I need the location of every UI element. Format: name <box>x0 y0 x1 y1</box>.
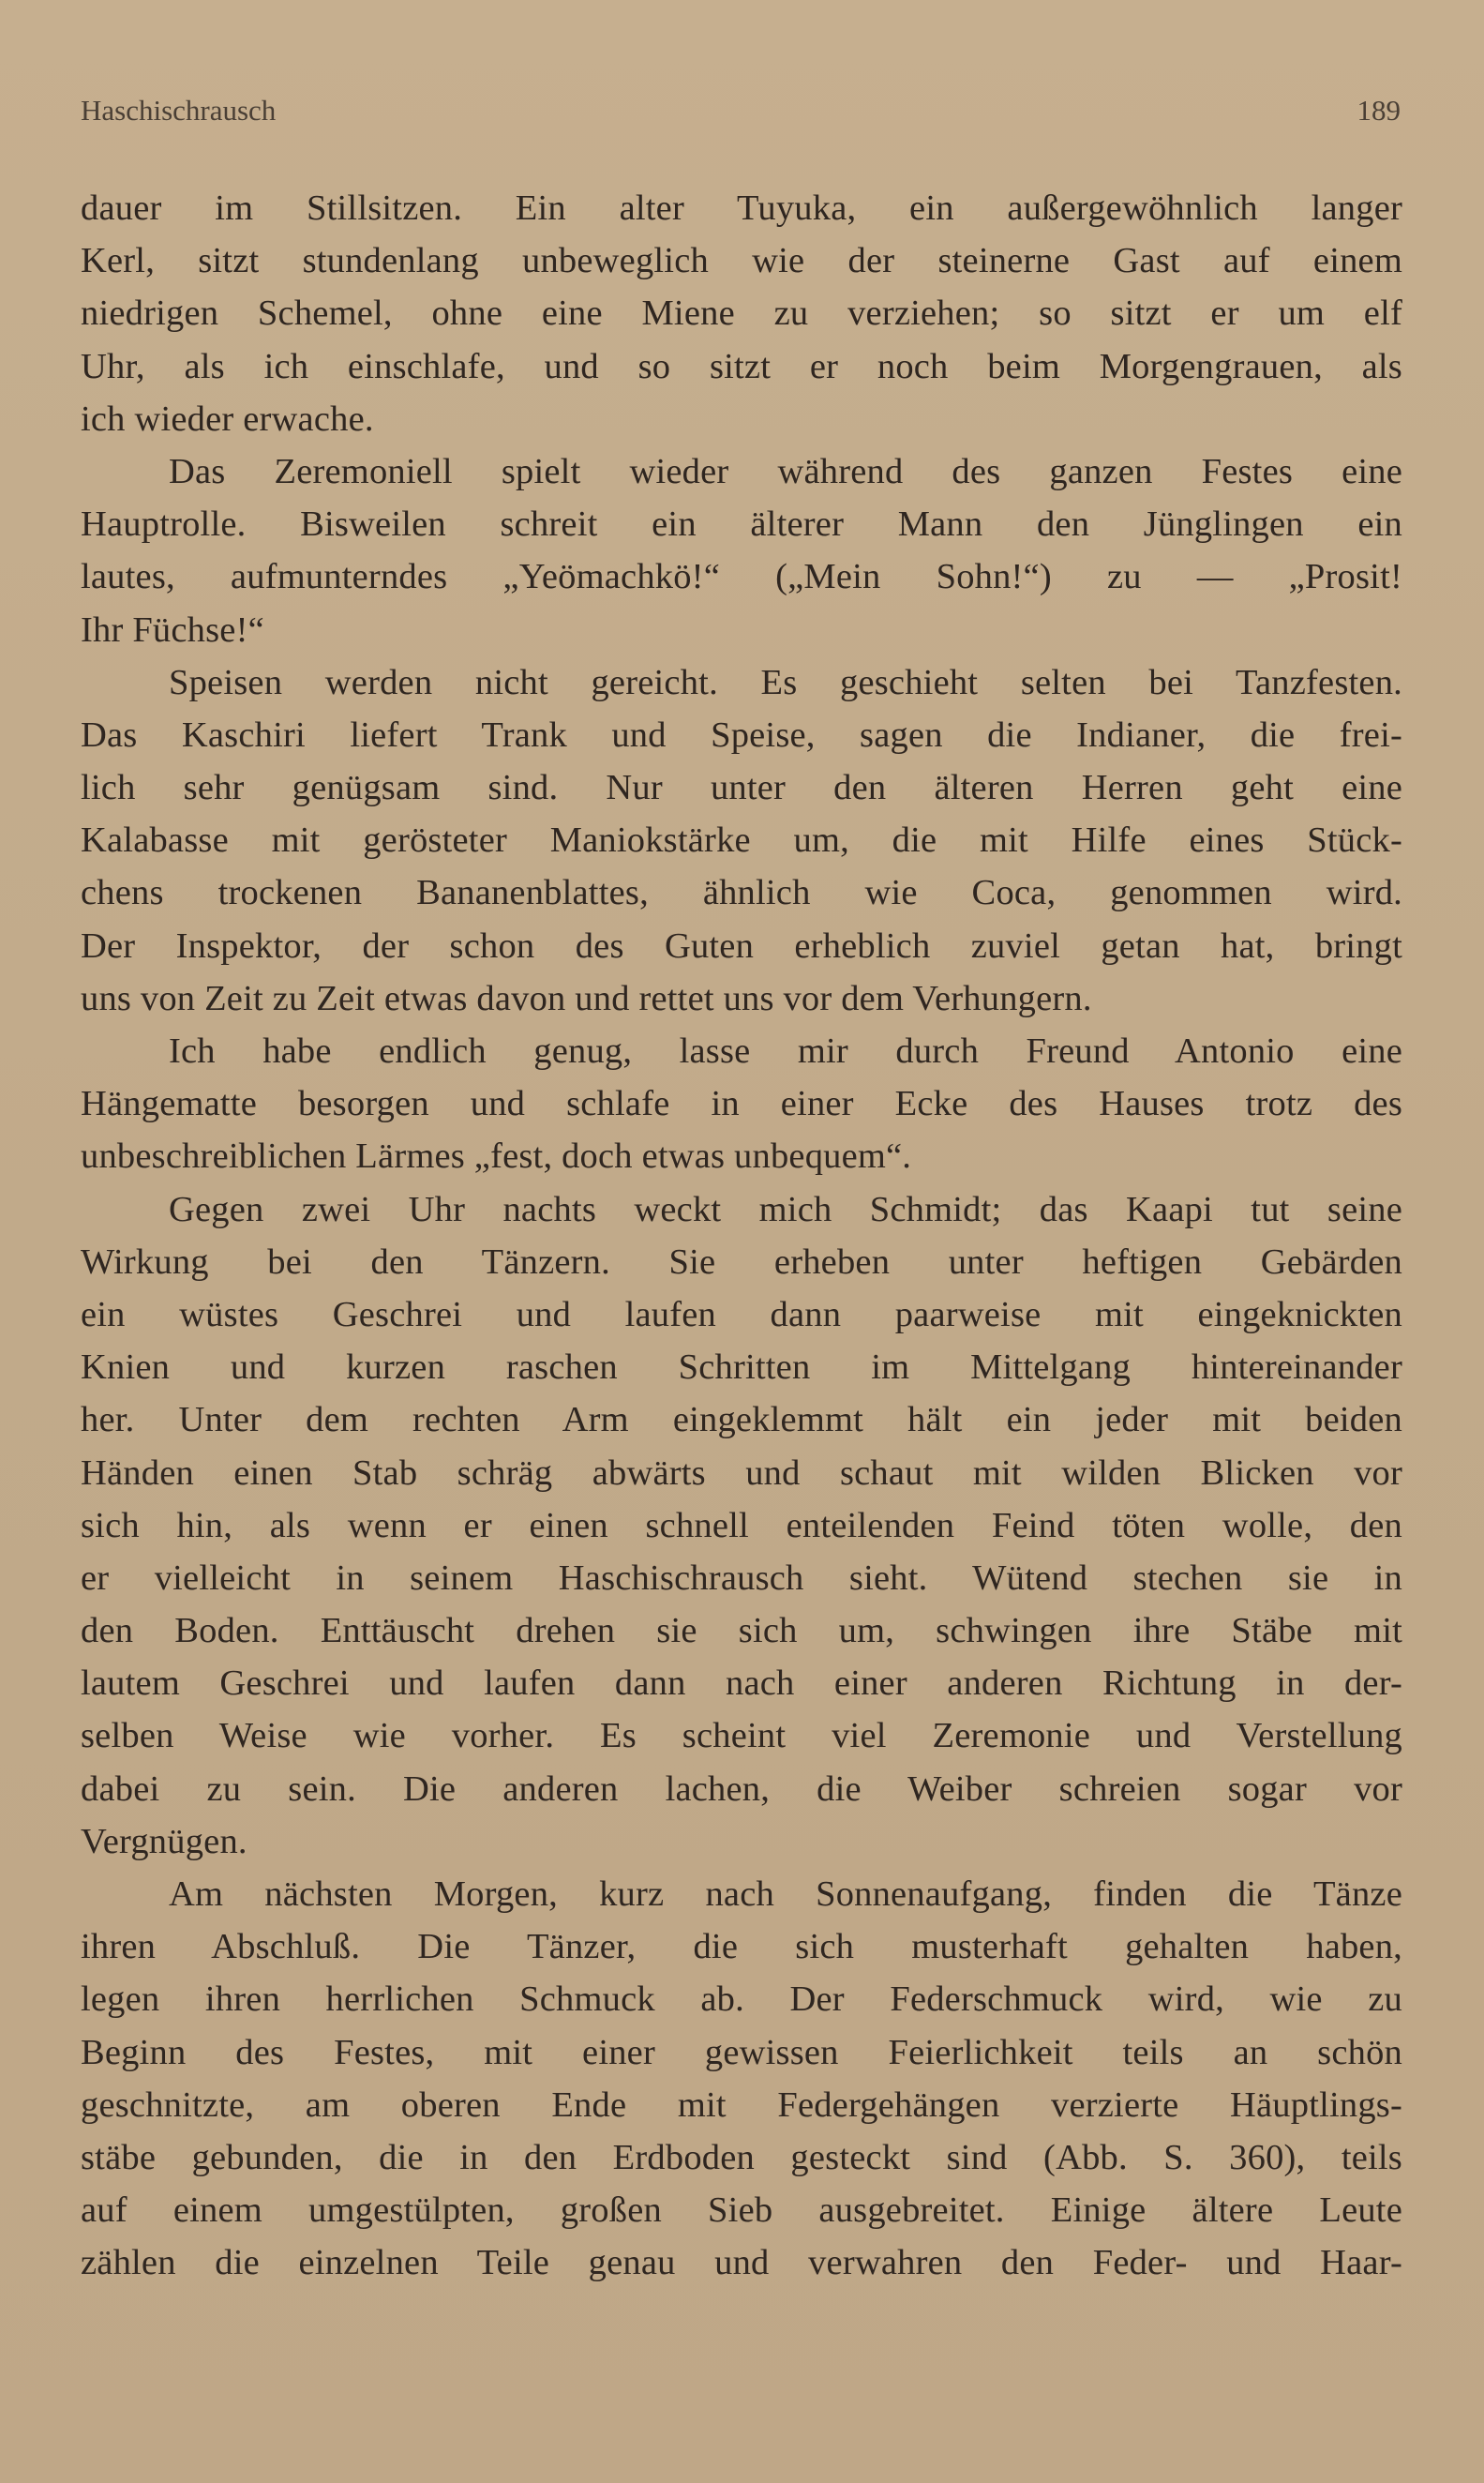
text-line: ich wieder erwache. <box>81 399 374 439</box>
text-line: dabei zu sein. Die anderen lachen, die Weiber schreien sogar vor <box>81 1768 1402 1809</box>
text-line: selben Weise wie vorher. Es scheint viel Zeremonie und Verstellung <box>81 1716 1402 1756</box>
text-line: Knien und kurzen raschen Schritten im Mittelgang hintereinander <box>81 1347 1402 1388</box>
text-line: Kalabasse mit gerösteter Maniokstärke um, die mit Hilfe eines Stück- <box>81 820 1402 861</box>
text-line: zählen die einzelnen Teile genau und verwahren den Feder- und Haar- <box>81 2243 1402 2283</box>
text-line: Beginn des Festes, mit einer gewissen Feierlichkeit teils an schön <box>81 2032 1402 2072</box>
text-line: dauer im Stillsitzen. Ein alter Tuyuka, ein außergewöhnlich langer <box>81 188 1402 228</box>
text-line: lautem Geschrei und laufen dann nach einer anderen Richtung in der- <box>81 1663 1402 1704</box>
text-line: niedrigen Schemel, ohne eine Miene zu verziehen; so sitzt er um elf <box>81 293 1402 334</box>
text-line: uns von Zeit zu Zeit etwas davon und rettet uns vor dem Verhungern. <box>81 978 1092 1018</box>
running-title: Haschischrausch <box>81 94 277 127</box>
text-line: Vergnügen. <box>81 1821 247 1861</box>
text-line: den Boden. Enttäuscht drehen sie sich um, schwingen ihre Stäbe mit <box>81 1611 1402 1651</box>
text-line: lautes, aufmunterndes „Yeömachkö!“ („Mein Sohn!“) zu — „Prosit! <box>81 557 1402 597</box>
text-line: unbeschreiblichen Lärmes „fest, doch etwas unbequem“. <box>81 1136 912 1177</box>
text-line: stäbe gebunden, die in den Erdboden gesteckt sind (Abb. S. 360), teils <box>81 2137 1402 2177</box>
body-text <box>81 182 1402 2290</box>
text-line: Gegen zwei Uhr nachts weckt mich Schmidt; das Kaapi tut seine <box>169 1189 1402 1229</box>
text-line: Der Inspektor, der schon des Guten erheblich zuviel getan hat, bringt <box>81 925 1402 966</box>
text-line: Ich habe endlich genug, lasse mir durch Freund Antonio eine <box>169 1031 1402 1071</box>
text-line: ein wüstes Geschrei und laufen dann paarweise mit eingeknickten <box>81 1294 1402 1334</box>
text-line: Das Kaschiri liefert Trank und Speise, sagen die Indianer, die frei- <box>81 715 1402 755</box>
text-line: legen ihren herrlichen Schmuck ab. Der Federschmuck wird, wie zu <box>81 1979 1402 2020</box>
text-line: Wirkung bei den Tänzern. Sie erheben unter heftigen Gebärden <box>81 1242 1402 1282</box>
text-line: her. Unter dem rechten Arm eingeklemmt hält ein jeder mit beiden <box>81 1400 1402 1440</box>
text-line: Uhr, als ich einschlafe, und so sitzt er noch beim Morgengrauen, als <box>81 346 1402 386</box>
text-line: Hauptrolle. Bisweilen schreit ein älterer Mann den Jünglingen ein <box>81 504 1402 545</box>
text-line: auf einem umgestülpten, großen Sieb ausgebreitet. Einige ältere Leute <box>81 2190 1402 2231</box>
text-line: geschnitzte, am oberen Ende mit Federgehängen verzierte Häuptlings- <box>81 2084 1402 2125</box>
text-line: Händen einen Stab schräg abwärts und schaut mit wilden Blicken vor <box>81 1452 1402 1493</box>
text-line: lich sehr genügsam sind. Nur unter den älteren Herren geht eine <box>81 768 1402 808</box>
text-line: Das Zeremoniell spielt wieder während des ganzen Festes eine <box>169 451 1402 491</box>
text-line: Kerl, sitzt stundenlang unbeweglich wie der steinerne Gast auf einem <box>81 241 1402 281</box>
running-head <box>81 94 1401 139</box>
text-line: chens trockenen Bananenblattes, ähnlich wie Coca, genommen wird. <box>81 873 1402 913</box>
text-line: sich hin, als wenn er einen schnell enteilenden Feind töten wolle, den <box>81 1505 1402 1545</box>
text-line: Speisen werden nicht gereicht. Es geschieht selten bei Tanzfesten. <box>169 662 1402 702</box>
page-number: 189 <box>1357 94 1401 127</box>
text-line: er vielleicht in seinem Haschischrausch sieht. Wütend stechen sie in <box>81 1558 1402 1598</box>
text-line: ihren Abschluß. Die Tänzer, die sich musterhaft gehalten haben, <box>81 1927 1402 1967</box>
text-line: Ihr Füchse!“ <box>81 609 264 650</box>
text-line: Am nächsten Morgen, kurz nach Sonnenaufgang, finden die Tänze <box>169 1874 1402 1914</box>
text-line: Hängematte besorgen und schlafe in einer Ecke des Hauses trotz des <box>81 1084 1402 1124</box>
